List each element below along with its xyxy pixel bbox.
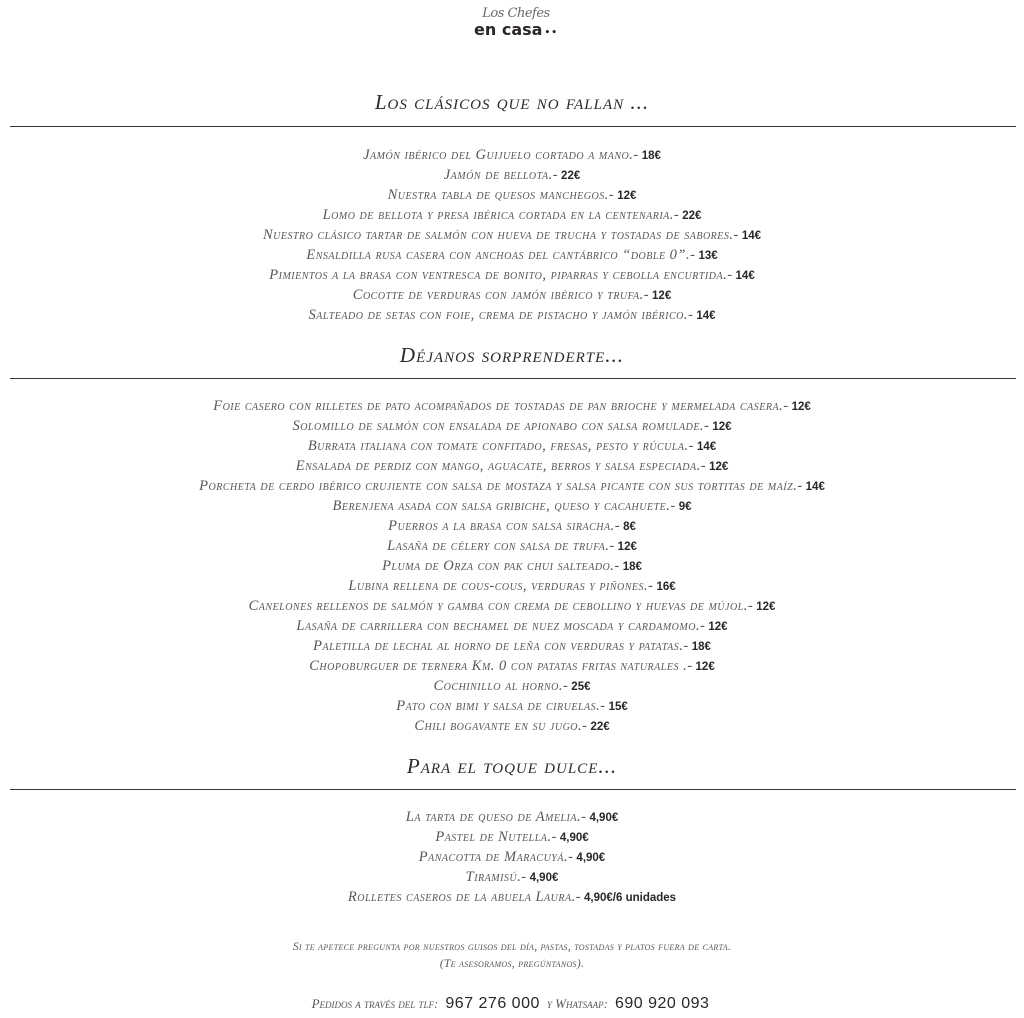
menu-list-dulce	[0, 807, 1024, 907]
menu-item-price: 16€	[656, 581, 676, 593]
menu-item-price: 18€	[691, 641, 711, 653]
menu-item-price: 4,90€	[576, 852, 606, 864]
menu-item-name: Ensalada de perdiz con mango, aguacate, berros y salsa especiada.-	[295, 458, 707, 474]
menu-item	[0, 396, 1024, 416]
menu-item	[0, 165, 1024, 185]
contact-label-whatsapp: y Whatsaap:	[546, 996, 608, 1011]
section-divider	[10, 126, 1016, 127]
menu-item-name: Nuestra tabla de quesos manchegos.-	[387, 187, 615, 203]
menu-item-name: Tiramisú.-	[465, 869, 527, 885]
menu-item-price: 18€	[641, 150, 661, 162]
menu-item-price: 12€	[708, 621, 728, 633]
menu-item	[0, 436, 1024, 456]
logo-main-text: en casa ••	[474, 20, 558, 39]
menu-item-price: 12€	[695, 661, 715, 673]
menu-item	[0, 245, 1024, 265]
menu-item-price: 4,90€	[589, 812, 619, 824]
contact-label-phone: Pedidos a través del tlf:	[311, 996, 439, 1011]
menu-item-name: Jamón ibérico del Guijuelo cortado a mano.-	[363, 147, 639, 163]
footer-note-line1: Si te apetece pregunta por nuestros guisos del día, pastas, tostadas y platos fuera de carta.	[292, 941, 732, 953]
menu-item	[0, 556, 1024, 576]
menu-item-price: 12€	[617, 190, 637, 202]
menu-item-price: 4,90€	[529, 872, 559, 884]
menu-item-price: 12€	[617, 541, 637, 553]
menu-item-price: 12€	[652, 290, 672, 302]
whatsapp-number[interactable]: 690 920 093	[614, 995, 710, 1012]
logo-script-text: Los Chefes	[482, 6, 550, 21]
menu-item-price: 14€	[697, 441, 717, 453]
menu-item	[0, 305, 1024, 325]
menu-item-name: Canelones rellenos de salmón y gamba con crema de cebollino y huevas de mújol.-	[248, 598, 754, 614]
menu-item	[0, 496, 1024, 516]
menu-item	[0, 867, 1024, 887]
menu-item-name: Berenjena asada con salsa gribiche, queso y cacahuete.-	[332, 498, 676, 514]
menu-item	[0, 145, 1024, 165]
menu-item-price: 9€	[678, 501, 692, 513]
menu-item	[0, 807, 1024, 827]
menu-item-name: Cocotte de verduras con jamón ibérico y trufa.-	[352, 287, 650, 303]
footer-note	[0, 939, 1024, 973]
menu-item	[0, 456, 1024, 476]
menu-item	[0, 616, 1024, 636]
menu-item-name: La tarta de queso de Amelia.-	[405, 809, 587, 825]
phone-number[interactable]: 967 276 000	[445, 995, 540, 1012]
menu-item-name: Lomo de bellota y presa ibérica cortada en la centenaria.-	[322, 207, 680, 223]
menu-item-price: 25€	[571, 681, 591, 693]
restaurant-logo	[466, 6, 566, 48]
menu-item	[0, 265, 1024, 285]
menu-item-name: Puerros a la brasa con salsa siracha.-	[388, 518, 621, 534]
menu-item-price: 8€	[623, 521, 636, 533]
menu-item	[0, 285, 1024, 305]
menu-list-clasicos	[0, 145, 1024, 325]
menu-item	[0, 596, 1024, 616]
menu-item-price: 14€	[735, 270, 755, 282]
section-divider	[10, 789, 1016, 790]
menu-item-name: Paletilla de lechal al horno de leña con verduras y patatas.-	[313, 638, 689, 654]
menu-item-name: Lasaña de célery con salsa de trufa.-	[387, 538, 615, 554]
menu-item-price: 4,90€	[559, 832, 589, 844]
menu-item	[0, 536, 1024, 556]
menu-item-price: 22€	[590, 721, 610, 733]
menu-item-price: 14€	[741, 230, 762, 242]
menu-item-price: 22€	[682, 210, 702, 222]
menu-item-price: 12€	[712, 421, 732, 433]
menu-item-price: 22€	[561, 170, 581, 182]
menu-item	[0, 576, 1024, 596]
menu-item	[0, 205, 1024, 225]
menu-item	[0, 225, 1024, 245]
menu-item-name: Foie casero con rilletes de pato acompañados de tostadas de pan brioche y mermelada casera.-	[213, 398, 789, 414]
menu-item	[0, 476, 1024, 496]
menu-item-name: Porcheta de cerdo ibérico crujiente con salsa de mostaza y salsa picante con sus tortitas de maíz.-	[199, 478, 803, 494]
menu-item-name: Nuestro clásico tartar de salmón con hueva de trucha y tostadas de sabores.-	[262, 227, 739, 243]
menu-item	[0, 416, 1024, 436]
menu-item	[0, 696, 1024, 716]
menu-item-price: 13€	[698, 250, 718, 262]
section-title-sorprenderte: Déjanos sorprenderte...	[399, 343, 625, 367]
menu-item-name: Chopoburguer de ternera Km. 0 con patatas fritas naturales .-	[309, 658, 693, 674]
menu-item	[0, 827, 1024, 847]
menu-item	[0, 847, 1024, 867]
menu-item-price: 12€	[709, 461, 729, 473]
contact-line	[0, 992, 1024, 1016]
menu-item-name: Pimientos a la brasa con ventresca de bonito, piparras y cebolla encurtida.-	[269, 267, 733, 283]
menu-item-name: Burrata italiana con tomate confitado, fresas, pesto y rúcula.-	[307, 438, 694, 454]
section-divider	[10, 378, 1016, 379]
footer-note-line2: (Te asesoramos, pregúntanos).	[439, 958, 585, 970]
menu-item-name: Solomillo de salmón con ensalada de apionabo con salsa romulade.-	[292, 418, 710, 434]
section-title-dulce: Para el toque dulce...	[406, 754, 618, 778]
menu-item-price: 18€	[622, 561, 642, 573]
menu-item-name: Jamón de bellota.-	[443, 167, 559, 183]
menu-item-price: 4,90€/6 unidades	[584, 892, 677, 904]
menu-item-name: Cochinillo al horno.-	[433, 678, 569, 694]
menu-item-price: 15€	[608, 701, 628, 713]
menu-item-name: Chili bogavante en su jugo.-	[414, 718, 588, 734]
menu-item-name: Pato con bimi y salsa de ciruelas.-	[396, 698, 606, 714]
menu-item-name: Salteado de setas con foie, crema de pistacho y jamón ibérico.-	[308, 307, 694, 323]
menu-item	[0, 887, 1024, 907]
menu-item-name: Pastel de Nutella.-	[435, 829, 557, 845]
menu-item	[0, 676, 1024, 696]
menu-item-price: 12€	[791, 401, 811, 413]
menu-item-price: 14€	[696, 310, 716, 322]
menu-item-name: Lubina rellena de cous-cous, verduras y piñones.-	[348, 578, 654, 594]
menu-item-price: 12€	[756, 601, 776, 613]
menu-item	[0, 185, 1024, 205]
section-title-clasicos: Los clásicos que no fallan ...	[374, 90, 650, 114]
menu-list-sorprenderte	[0, 396, 1024, 736]
menu-item-name: Panacotta de Maracuyá.-	[418, 849, 574, 865]
menu-item-name: Lasaña de carrillera con bechamel de nuez moscada y cardamomo.-	[296, 618, 706, 634]
menu-item-price: 14€	[805, 481, 825, 493]
menu-item-name: Pluma de Orza con pak chui salteado.-	[382, 558, 620, 574]
menu-item-name: Rolletes caseros de la abuela Laura.-	[347, 889, 582, 905]
menu-item	[0, 716, 1024, 736]
menu-item	[0, 516, 1024, 536]
menu-item	[0, 656, 1024, 676]
menu-item	[0, 636, 1024, 656]
menu-item-name: Ensaldilla rusa casera con anchoas del cantábrico “doble 0”.-	[306, 247, 696, 263]
